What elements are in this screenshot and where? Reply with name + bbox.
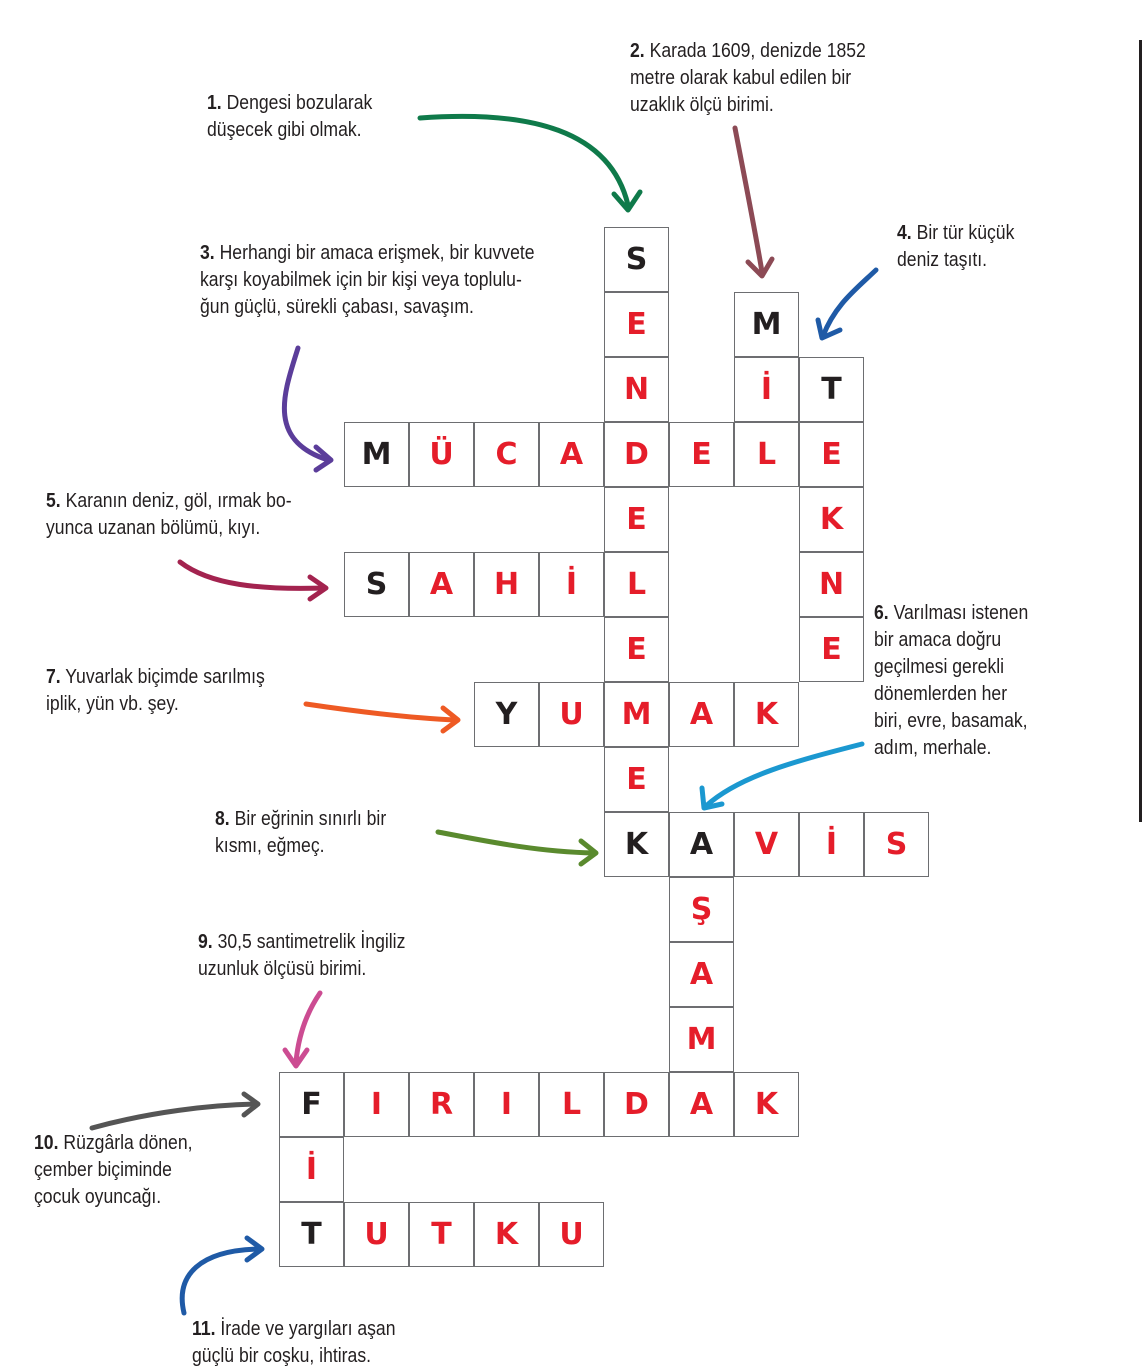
grid-cell: D <box>604 1072 669 1137</box>
clue-text: iplik, yün vb. şey. <box>46 693 179 715</box>
grid-cell: İ <box>539 552 604 617</box>
clue-text: Varılması istenen <box>893 602 1029 624</box>
clue-11 <box>192 1316 396 1370</box>
clue-number: 4. <box>897 222 912 244</box>
clue-3 <box>200 240 535 321</box>
grid-cell: T <box>409 1202 474 1267</box>
clue-number: 3. <box>200 242 215 264</box>
clue-number: 9. <box>198 931 213 953</box>
clue-text: kısmı, eğmeç. <box>215 835 325 857</box>
arrow-3-icon <box>284 348 331 470</box>
grid-cell: T <box>279 1202 344 1267</box>
arrow-1-icon <box>420 116 640 210</box>
grid-cell: K <box>474 1202 539 1267</box>
grid-cell: K <box>799 487 864 552</box>
clue-text: Herhangi bir amaca erişmek, bir kuvvete <box>219 242 535 264</box>
clue-text: uzunluk ölçüsü birimi. <box>198 958 367 980</box>
grid-cell: K <box>734 1072 799 1137</box>
clue-10 <box>34 1130 193 1211</box>
grid-cell: M <box>669 1007 734 1072</box>
clue-text: karşı koyabilmek için bir kişi veya toplulu- <box>200 269 522 291</box>
clue-number: 11. <box>192 1318 216 1340</box>
clue-6 <box>874 600 1028 762</box>
clue-7 <box>46 664 265 718</box>
clue-number: 10. <box>34 1132 59 1154</box>
grid-cell: A <box>669 812 734 877</box>
clue-text: deniz taşıtı. <box>897 249 988 271</box>
arrow-2-icon <box>735 128 772 276</box>
grid-cell: E <box>799 617 864 682</box>
arrow-9-icon <box>285 993 320 1066</box>
clue-2 <box>630 38 866 119</box>
grid-cell: S <box>604 227 669 292</box>
grid-cell: V <box>734 812 799 877</box>
grid-cell: S <box>344 552 409 617</box>
clue-text: Karada 1609, denizde 1852 <box>649 40 866 62</box>
grid-cell: U <box>539 682 604 747</box>
clue-text: Yuvarlak biçimde sarılmış <box>65 666 265 688</box>
clue-text: düşecek gibi olmak. <box>207 119 362 141</box>
grid-cell: C <box>474 422 539 487</box>
clue-text: Bir eğrinin sınırlı bir <box>234 808 387 830</box>
grid-cell: A <box>409 552 474 617</box>
grid-cell: S <box>864 812 929 877</box>
grid-cell: M <box>344 422 409 487</box>
clue-9 <box>198 929 405 983</box>
grid-cell: U <box>539 1202 604 1267</box>
clue-number: 7. <box>46 666 61 688</box>
grid-cell: N <box>604 357 669 422</box>
grid-cell: K <box>604 812 669 877</box>
clue-4 <box>897 220 1014 274</box>
clue-text: bir amaca doğru <box>874 629 1002 651</box>
grid-cell: N <box>799 552 864 617</box>
clue-5 <box>46 488 292 542</box>
clue-text: çocuk oyuncağı. <box>34 1186 162 1208</box>
grid-cell: Ş <box>669 877 734 942</box>
clue-text: metre olarak kabul edilen bir <box>630 67 852 89</box>
grid-cell: Ü <box>409 422 474 487</box>
clue-text: yunca uzanan bölümü, kıyı. <box>46 517 261 539</box>
grid-cell: M <box>604 682 669 747</box>
grid-cell: E <box>669 422 734 487</box>
arrow-6-icon <box>702 744 862 808</box>
grid-cell: A <box>669 682 734 747</box>
clue-8 <box>215 806 386 860</box>
clue-text: dönemlerden her <box>874 683 1008 705</box>
clue-text: Rüzgârla dönen, <box>63 1132 193 1154</box>
grid-cell: Y <box>474 682 539 747</box>
grid-cell: İ <box>279 1137 344 1202</box>
arrow-4-icon <box>818 270 876 338</box>
clue-text: Dengesi bozularak <box>226 92 373 114</box>
clue-text: Karanın deniz, göl, ırmak bo- <box>65 490 292 512</box>
clue-text: çember biçiminde <box>34 1159 172 1181</box>
grid-cell: E <box>799 422 864 487</box>
clue-number: 6. <box>874 602 889 624</box>
grid-cell: I <box>344 1072 409 1137</box>
grid-cell: İ <box>799 812 864 877</box>
clue-text: biri, evre, basamak, <box>874 710 1028 732</box>
grid-cell: U <box>344 1202 409 1267</box>
grid-cell: T <box>799 357 864 422</box>
grid-cell: L <box>604 552 669 617</box>
clue-text: güçlü bir coşku, ihtiras. <box>192 1345 372 1367</box>
arrow-5-icon <box>180 562 326 599</box>
arrow-10-icon <box>92 1094 258 1128</box>
grid-cell: M <box>734 292 799 357</box>
clue-text: adım, merhale. <box>874 737 992 759</box>
clue-text: geçilmesi gerekli <box>874 656 1005 678</box>
grid-cell: A <box>669 942 734 1007</box>
grid-cell: E <box>604 617 669 682</box>
grid-cell: R <box>409 1072 474 1137</box>
grid-cell: H <box>474 552 539 617</box>
grid-cell: E <box>604 487 669 552</box>
clue-text: Bir tür küçük <box>916 222 1015 244</box>
clue-number: 2. <box>630 40 645 62</box>
clue-text: uzaklık ölçü birimi. <box>630 94 774 116</box>
grid-cell: K <box>734 682 799 747</box>
clue-text: 30,5 santimetrelik İngiliz <box>217 931 406 953</box>
grid-cell: I <box>474 1072 539 1137</box>
grid-cell: İ <box>734 357 799 422</box>
grid-cell: E <box>604 747 669 812</box>
clue-text: İrade ve yargıları aşan <box>220 1318 396 1340</box>
grid-cell: L <box>539 1072 604 1137</box>
page-edge-line <box>1139 40 1142 822</box>
clue-number: 5. <box>46 490 61 512</box>
clue-1 <box>207 90 372 144</box>
grid-cell: A <box>669 1072 734 1137</box>
clue-number: 8. <box>215 808 230 830</box>
arrow-7-icon <box>306 704 458 731</box>
clue-number: 1. <box>207 92 222 114</box>
grid-cell: F <box>279 1072 344 1137</box>
grid-cell: A <box>539 422 604 487</box>
grid-cell: D <box>604 422 669 487</box>
arrow-11-icon <box>182 1238 262 1313</box>
grid-cell: E <box>604 292 669 357</box>
clue-text: ğun güçlü, sürekli çabası, savaşım. <box>200 296 474 318</box>
arrow-8-icon <box>438 832 596 864</box>
grid-cell: L <box>734 422 799 487</box>
